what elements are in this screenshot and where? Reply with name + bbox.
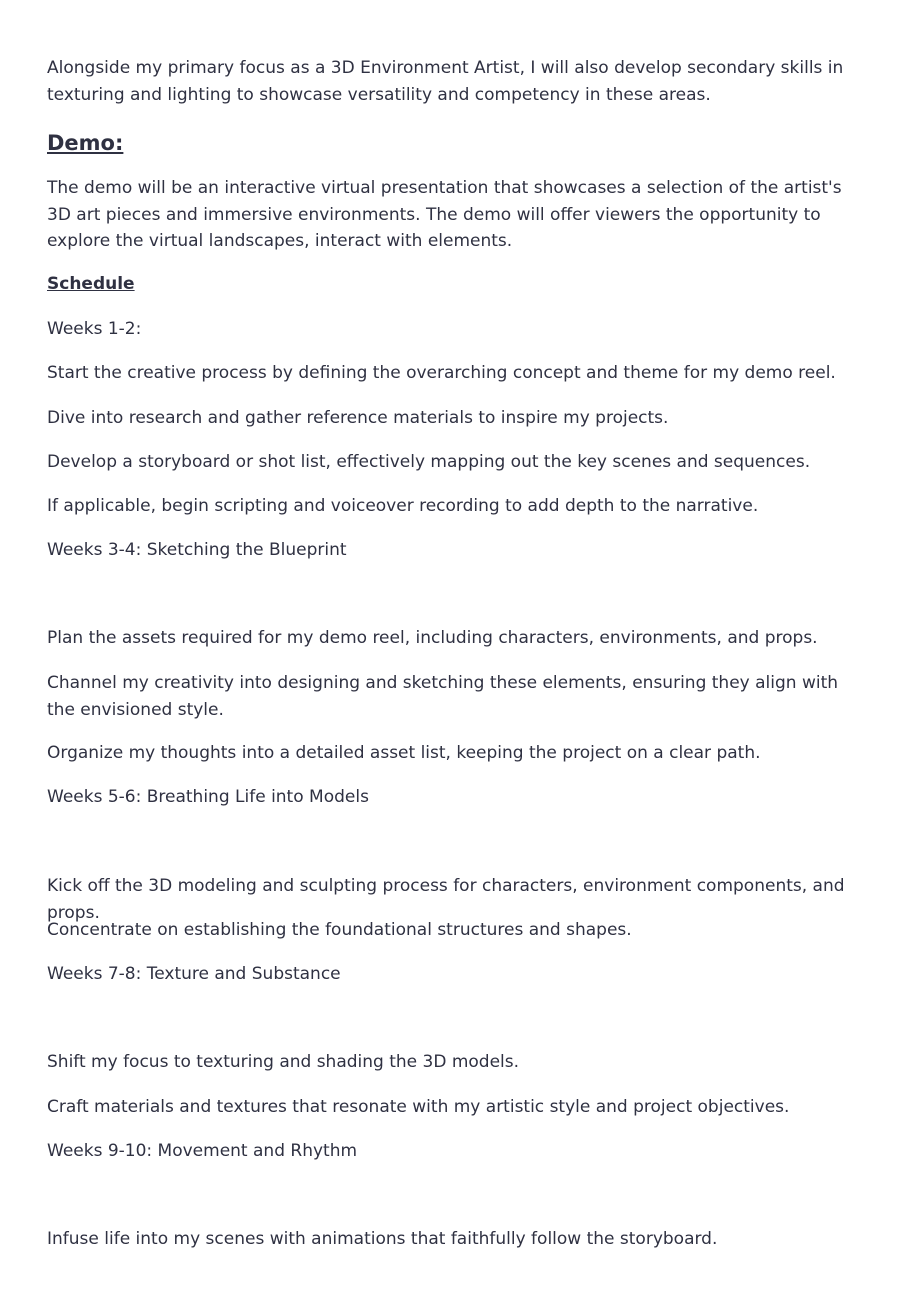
weeks-1-2-item: Dive into research and gather reference materials to inspire my projects. xyxy=(47,408,669,428)
weeks-7-8-title: Weeks 7-8: Texture and Substance xyxy=(47,964,341,984)
weeks-3-4-item: Plan the assets required for my demo reel, including characters, environments, and props. xyxy=(47,628,818,648)
intro-paragraph: Alongside my primary focus as a 3D Environment Artist, I will also develop secondary skills in texturing and lighting to showcase versatility and competency in these areas. xyxy=(47,58,844,105)
weeks-1-2-item: If applicable, begin scripting and voiceover recording to add depth to the narrative. xyxy=(47,496,759,516)
weeks-1-2-item: Start the creative process by defining the overarching concept and theme for my demo reel. xyxy=(47,363,836,383)
weeks-5-6-item: Kick off the 3D modeling and sculpting process for characters, environment components, and props. xyxy=(47,876,845,923)
weeks-5-6-item: Concentrate on establishing the foundational structures and shapes. xyxy=(47,920,632,940)
weeks-1-2-title: Weeks 1-2: xyxy=(47,319,142,339)
demo-heading: Demo: xyxy=(47,131,124,155)
weeks-9-10-title: Weeks 9-10: Movement and Rhythm xyxy=(47,1141,358,1161)
weeks-7-8-item: Craft materials and textures that resonate with my artistic style and project objectives. xyxy=(47,1097,790,1117)
weeks-3-4-item: Channel my creativity into designing and sketching these elements, ensuring they align with the envisioned style. xyxy=(47,673,839,720)
demo-paragraph: The demo will be an interactive virtual presentation that showcases a selection of the artist's 3D art pieces and immersive environments. The demo will offer viewers the opportunity to explore the virtual landscapes, interact with elements. xyxy=(47,178,842,251)
weeks-3-4-title: Weeks 3-4: Sketching the Blueprint xyxy=(47,540,347,560)
weeks-3-4-item: Organize my thoughts into a detailed asset list, keeping the project on a clear path. xyxy=(47,743,761,763)
weeks-9-10-item: Infuse life into my scenes with animations that faithfully follow the storyboard. xyxy=(47,1229,718,1249)
schedule-heading: Schedule xyxy=(47,274,135,294)
weeks-5-6-title: Weeks 5-6: Breathing Life into Models xyxy=(47,787,369,807)
weeks-1-2-item: Develop a storyboard or shot list, effectively mapping out the key scenes and sequences. xyxy=(47,452,811,472)
weeks-7-8-item: Shift my focus to texturing and shading the 3D models. xyxy=(47,1052,520,1072)
